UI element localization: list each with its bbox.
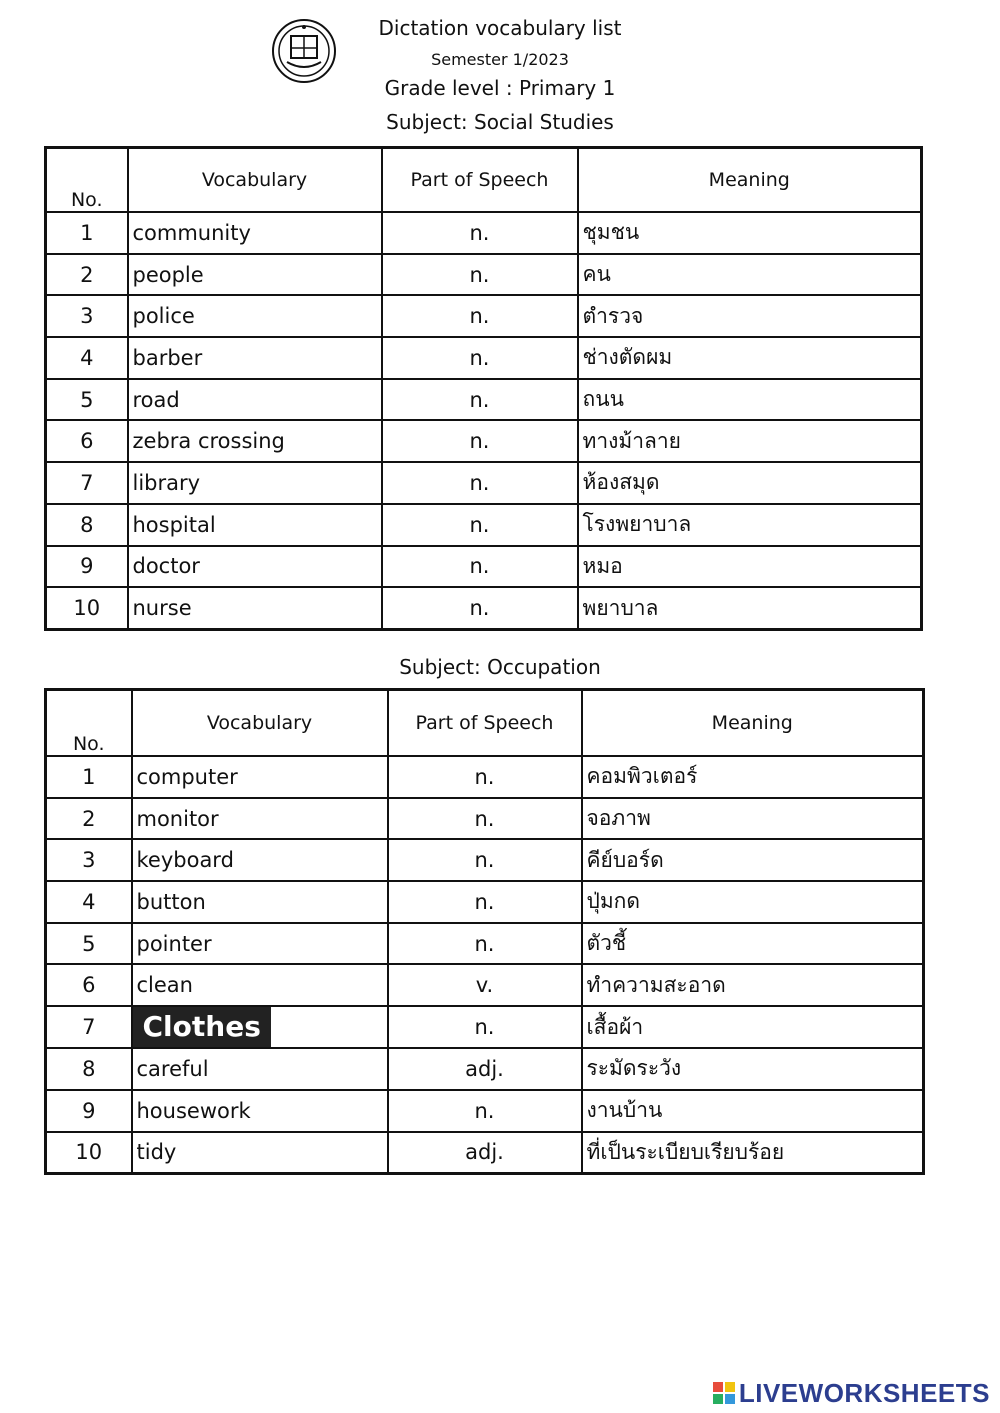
table-row (46, 212, 922, 254)
row-number: 7 (46, 1006, 132, 1048)
column-header-vocabulary: Vocabulary (128, 148, 382, 213)
vocabulary-word: zebra crossing (128, 420, 382, 462)
part-of-speech: n. (382, 337, 578, 379)
part-of-speech: n. (388, 923, 582, 965)
meaning: พยาบาล (578, 587, 922, 629)
liveworksheets-wordmark: LIVEWORKSHEETS (738, 1377, 990, 1408)
row-number: 9 (46, 1090, 132, 1132)
meaning: คน (578, 254, 922, 296)
row-number: 9 (46, 546, 128, 588)
vocabulary-word: button (132, 881, 388, 923)
table-row (46, 379, 922, 421)
row-number: 4 (46, 881, 132, 923)
part-of-speech: n. (382, 587, 578, 629)
part-of-speech: n. (382, 212, 578, 254)
vocabulary-word: library (128, 462, 382, 504)
vocabulary-word: keyboard (132, 839, 388, 881)
vocabulary-word: community (128, 212, 382, 254)
vocabulary-table-social-studies (44, 146, 923, 631)
meaning: ปุ่มกด (582, 881, 924, 923)
part-of-speech: n. (388, 839, 582, 881)
row-number: 8 (46, 1048, 132, 1090)
table-row (46, 756, 924, 798)
row-number: 7 (46, 462, 128, 504)
document-header (0, 0, 1000, 140)
meaning: คอมพิวเตอร์ (582, 756, 924, 798)
table-row (46, 337, 922, 379)
part-of-speech: n. (382, 546, 578, 588)
vocabulary-word: police (128, 295, 382, 337)
vocabulary-word: nurse (128, 587, 382, 629)
row-number: 4 (46, 337, 128, 379)
table-row (46, 254, 922, 296)
row-number: 8 (46, 504, 128, 546)
vocabulary-word: hospital (128, 504, 382, 546)
subject-social-studies-heading: Subject: Social Studies (386, 110, 614, 134)
column-header-no: No. (46, 148, 128, 213)
vocabulary-word: monitor (132, 798, 388, 840)
row-number: 6 (46, 964, 132, 1006)
liveworksheets-mark-icon (713, 1382, 735, 1404)
row-number: 2 (46, 254, 128, 296)
part-of-speech: n. (382, 462, 578, 504)
table-row (46, 420, 922, 462)
meaning: ที่เป็นระเบียบเรียบร้อย (582, 1132, 924, 1174)
column-header-vocabulary: Vocabulary (132, 690, 388, 757)
part-of-speech: n. (382, 379, 578, 421)
table-row (46, 798, 924, 840)
row-number: 10 (46, 1132, 132, 1174)
highlighted-answer[interactable]: Clothes (133, 1007, 271, 1047)
table-row (46, 504, 922, 546)
meaning: เสื้อผ้า (582, 1006, 924, 1048)
table-row (46, 1006, 924, 1048)
column-header-meaning: Meaning (578, 148, 922, 213)
meaning: ทำความสะอาด (582, 964, 924, 1006)
meaning: ชุมชน (578, 212, 922, 254)
part-of-speech: n. (388, 798, 582, 840)
column-header-meaning: Meaning (582, 690, 924, 757)
row-number: 6 (46, 420, 128, 462)
meaning: ตัวชี้ (582, 923, 924, 965)
vocabulary-word: doctor (128, 546, 382, 588)
vocabulary-word: housework (132, 1090, 388, 1132)
liveworksheets-logo (713, 1376, 990, 1410)
meaning: ช่างตัดผม (578, 337, 922, 379)
part-of-speech: n. (382, 420, 578, 462)
table-row (46, 881, 924, 923)
part-of-speech: n. (382, 295, 578, 337)
meaning: ทางม้าลาย (578, 420, 922, 462)
meaning: จอภาพ (582, 798, 924, 840)
table-row (46, 923, 924, 965)
part-of-speech: n. (382, 254, 578, 296)
meaning: หมอ (578, 546, 922, 588)
column-header-no: No. (46, 690, 132, 757)
subject-occupation-heading: Subject: Occupation (399, 655, 601, 679)
part-of-speech: v. (388, 964, 582, 1006)
meaning: คีย์บอร์ด (582, 839, 924, 881)
part-of-speech: n. (388, 1090, 582, 1132)
semester-label: Semester 1/2023 (431, 50, 569, 69)
table-row (46, 839, 924, 881)
part-of-speech: adj. (388, 1132, 582, 1174)
vocabulary-word-answer-box[interactable] (132, 1006, 388, 1048)
table-header-row (46, 690, 924, 757)
row-number: 3 (46, 839, 132, 881)
table-row (46, 1132, 924, 1174)
meaning: งานบ้าน (582, 1090, 924, 1132)
vocabulary-word: barber (128, 337, 382, 379)
vocabulary-word: computer (132, 756, 388, 798)
vocabulary-word: pointer (132, 923, 388, 965)
column-header-part-of-speech: Part of Speech (388, 690, 582, 757)
meaning: ระมัดระวัง (582, 1048, 924, 1090)
vocabulary-word: clean (132, 964, 388, 1006)
vocabulary-word: careful (132, 1048, 388, 1090)
vocabulary-word: tidy (132, 1132, 388, 1174)
part-of-speech: n. (388, 1006, 582, 1048)
table-row (46, 462, 922, 504)
row-number: 3 (46, 295, 128, 337)
grade-level-label: Grade level : Primary 1 (384, 76, 616, 100)
vocabulary-word: people (128, 254, 382, 296)
row-number: 5 (46, 379, 128, 421)
meaning: ถนน (578, 379, 922, 421)
meaning: โรงพยาบาล (578, 504, 922, 546)
table-row (46, 295, 922, 337)
row-number: 5 (46, 923, 132, 965)
table-row (46, 587, 922, 629)
part-of-speech: n. (388, 756, 582, 798)
school-seal-icon (271, 18, 337, 84)
part-of-speech: n. (382, 504, 578, 546)
table-row (46, 546, 922, 588)
column-header-part-of-speech: Part of Speech (382, 148, 578, 213)
vocabulary-table-occupation (44, 688, 925, 1175)
part-of-speech: adj. (388, 1048, 582, 1090)
meaning: ห้องสมุด (578, 462, 922, 504)
table-header-row (46, 148, 922, 213)
table-row (46, 964, 924, 1006)
meaning: ตำรวจ (578, 295, 922, 337)
row-number: 1 (46, 756, 132, 798)
vocabulary-word: road (128, 379, 382, 421)
document-title: Dictation vocabulary list (378, 16, 622, 40)
part-of-speech: n. (388, 881, 582, 923)
row-number: 1 (46, 212, 128, 254)
table-row (46, 1048, 924, 1090)
table-row (46, 1090, 924, 1132)
row-number: 10 (46, 587, 128, 629)
row-number: 2 (46, 798, 132, 840)
